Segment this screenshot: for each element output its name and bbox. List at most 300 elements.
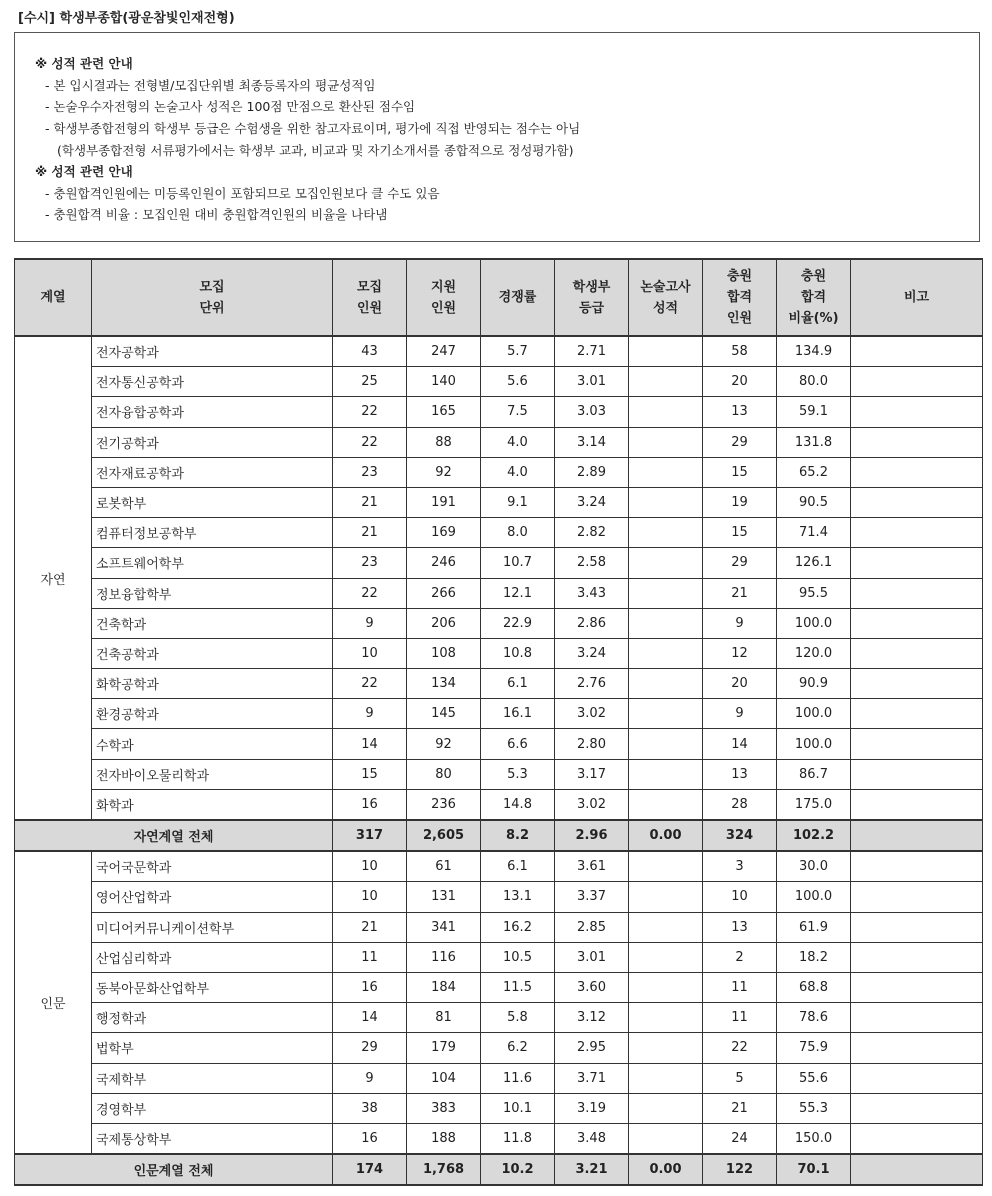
cell-remarks <box>851 1003 983 1033</box>
notice-heading-2: ※ 성적 관련 안내 <box>35 164 133 179</box>
notice-line: - 학생부종합전형의 학생부 등급은 수험생을 위한 참고자료이며, 평가에 직접 반영되는 점수는 아님 <box>45 121 581 136</box>
cell-remarks <box>851 578 983 608</box>
cell-quota: 25 <box>333 367 407 397</box>
cell-remarks <box>851 851 983 882</box>
cell-competition: 9.1 <box>481 487 555 517</box>
header-quota <box>333 259 407 336</box>
table-row <box>15 1063 983 1093</box>
header-label: 논술고사 <box>640 279 691 295</box>
cell-competition: 16.2 <box>481 912 555 942</box>
header-label: 충원 <box>800 269 827 284</box>
total-applicants: 1,768 <box>407 1154 481 1185</box>
cell-remarks <box>851 608 983 638</box>
cell-additional-admits: 11 <box>703 1003 777 1033</box>
cell-additional-admits: 19 <box>703 487 777 517</box>
cell-quota: 16 <box>333 972 407 1002</box>
cell-additional-ratio: 100.0 <box>777 882 851 912</box>
cell-applicants: 188 <box>407 1123 481 1154</box>
cell-competition: 6.1 <box>481 669 555 699</box>
cell-applicants: 247 <box>407 336 481 367</box>
notice-line: - 충원합격 비율 : 모집인원 대비 충원합격인원의 비율을 나타냄 <box>45 207 388 222</box>
cell-applicants: 92 <box>407 457 481 487</box>
cell-quota: 9 <box>333 699 407 729</box>
cell-remarks <box>851 942 983 972</box>
cell-gpa-grade: 2.89 <box>555 457 629 487</box>
cell-quota: 22 <box>333 427 407 457</box>
cell-applicants: 92 <box>407 729 481 759</box>
cell-applicants: 383 <box>407 1093 481 1123</box>
cell-essay-score <box>629 457 703 487</box>
cell-applicants: 184 <box>407 972 481 1002</box>
header-label: 경쟁률 <box>498 290 537 305</box>
notice-box <box>14 32 980 242</box>
cell-gpa-grade: 3.48 <box>555 1123 629 1154</box>
cell-additional-admits: 28 <box>703 789 777 820</box>
header-label: 합격 <box>726 290 753 305</box>
table-row <box>15 367 983 397</box>
table-row <box>15 638 983 668</box>
cell-quota: 23 <box>333 548 407 578</box>
cell-competition: 4.0 <box>481 457 555 487</box>
total-gpa-grade: 2.96 <box>555 820 629 851</box>
cell-quota: 29 <box>333 1033 407 1063</box>
cell-quota: 10 <box>333 638 407 668</box>
cell-competition: 5.8 <box>481 1003 555 1033</box>
cell-competition: 11.5 <box>481 972 555 1002</box>
table-row <box>15 972 983 1002</box>
cell-competition: 13.1 <box>481 882 555 912</box>
header-label: 인원 <box>726 311 753 326</box>
table-row <box>15 669 983 699</box>
cell-gpa-grade: 3.37 <box>555 882 629 912</box>
cell-applicants: 61 <box>407 851 481 882</box>
total-row <box>15 1154 983 1185</box>
cell-additional-admits: 9 <box>703 608 777 638</box>
total-remarks <box>851 1154 983 1185</box>
cell-quota: 10 <box>333 882 407 912</box>
table-row <box>15 882 983 912</box>
total-essay-score: 0.00 <box>629 820 703 851</box>
cell-remarks <box>851 518 983 548</box>
header-gpa-grade <box>555 259 629 336</box>
cell-competition: 4.0 <box>481 427 555 457</box>
header-competition <box>481 259 555 336</box>
cell-additional-admits: 58 <box>703 336 777 367</box>
cell-additional-admits: 20 <box>703 669 777 699</box>
cell-additional-admits: 21 <box>703 578 777 608</box>
cell-additional-admits: 15 <box>703 518 777 548</box>
cell-remarks <box>851 397 983 427</box>
cell-competition: 6.2 <box>481 1033 555 1063</box>
cell-applicants: 88 <box>407 427 481 457</box>
cell-additional-ratio: 80.0 <box>777 367 851 397</box>
header-additional-admits <box>703 259 777 336</box>
cell-additional-ratio: 55.6 <box>777 1063 851 1093</box>
table-row <box>15 548 983 578</box>
cell-applicants: 236 <box>407 789 481 820</box>
header-label: 모집 <box>199 279 225 295</box>
cell-gpa-grade: 3.12 <box>555 1003 629 1033</box>
unit-name: 화학공학과 <box>92 669 333 699</box>
total-competition: 8.2 <box>481 820 555 851</box>
cell-additional-ratio: 55.3 <box>777 1093 851 1123</box>
cell-quota: 21 <box>333 518 407 548</box>
cell-essay-score <box>629 942 703 972</box>
cell-essay-score <box>629 1033 703 1063</box>
cell-quota: 14 <box>333 1003 407 1033</box>
notice-heading-1: ※ 성적 관련 안내 <box>35 56 133 71</box>
cell-remarks <box>851 759 983 789</box>
table-row <box>15 578 983 608</box>
cell-quota: 23 <box>333 457 407 487</box>
total-remarks <box>851 820 983 851</box>
cell-applicants: 140 <box>407 367 481 397</box>
total-additional-admits: 122 <box>703 1154 777 1185</box>
cell-additional-admits: 13 <box>703 912 777 942</box>
cell-competition: 11.8 <box>481 1123 555 1154</box>
cell-additional-ratio: 95.5 <box>777 578 851 608</box>
cell-gpa-grade: 2.71 <box>555 336 629 367</box>
cell-applicants: 206 <box>407 608 481 638</box>
cell-competition: 12.1 <box>481 578 555 608</box>
cell-competition: 5.6 <box>481 367 555 397</box>
cell-quota: 16 <box>333 1123 407 1154</box>
cell-essay-score <box>629 729 703 759</box>
cell-remarks <box>851 669 983 699</box>
total-label: 인문계열 전체 <box>15 1154 333 1185</box>
cell-gpa-grade: 2.58 <box>555 548 629 578</box>
header-label: 계열 <box>40 290 66 305</box>
cell-additional-admits: 24 <box>703 1123 777 1154</box>
unit-name: 전자재료공학과 <box>92 457 333 487</box>
cell-remarks <box>851 789 983 820</box>
cell-additional-ratio: 120.0 <box>777 638 851 668</box>
cell-remarks <box>851 972 983 1002</box>
cell-competition: 5.7 <box>481 336 555 367</box>
cell-remarks <box>851 912 983 942</box>
cell-remarks <box>851 457 983 487</box>
cell-essay-score <box>629 972 703 1002</box>
cell-gpa-grade: 3.24 <box>555 487 629 517</box>
cell-applicants: 169 <box>407 518 481 548</box>
unit-name: 경영학부 <box>92 1093 333 1123</box>
cell-additional-admits: 29 <box>703 427 777 457</box>
cell-applicants: 165 <box>407 397 481 427</box>
unit-name: 수학과 <box>92 729 333 759</box>
header-unit <box>92 259 333 336</box>
cell-gpa-grade: 3.19 <box>555 1093 629 1123</box>
cell-additional-ratio: 100.0 <box>777 608 851 638</box>
unit-name: 전기공학과 <box>92 427 333 457</box>
cell-additional-ratio: 150.0 <box>777 1123 851 1154</box>
header-essay-score <box>629 259 703 336</box>
cell-gpa-grade: 3.01 <box>555 367 629 397</box>
cell-gpa-grade: 3.03 <box>555 397 629 427</box>
notice-line: - 논술우수자전형의 논술고사 성적은 100점 만점으로 환산된 점수임 <box>45 99 416 114</box>
unit-name: 전자융합공학과 <box>92 397 333 427</box>
unit-name: 전자통신공학과 <box>92 367 333 397</box>
table-row <box>15 457 983 487</box>
cell-remarks <box>851 1033 983 1063</box>
cell-quota: 14 <box>333 729 407 759</box>
table-row <box>15 487 983 517</box>
header-applicants <box>407 259 481 336</box>
cell-essay-score <box>629 367 703 397</box>
table-row <box>15 427 983 457</box>
cell-competition: 10.1 <box>481 1093 555 1123</box>
unit-name: 건축공학과 <box>92 638 333 668</box>
total-quota: 317 <box>333 820 407 851</box>
cell-quota: 9 <box>333 1063 407 1093</box>
cell-quota: 15 <box>333 759 407 789</box>
cell-additional-admits: 15 <box>703 457 777 487</box>
cell-remarks <box>851 1063 983 1093</box>
cell-remarks <box>851 729 983 759</box>
cell-additional-admits: 9 <box>703 699 777 729</box>
cell-additional-admits: 14 <box>703 729 777 759</box>
cell-additional-ratio: 78.6 <box>777 1003 851 1033</box>
total-additional-ratio: 70.1 <box>777 1154 851 1185</box>
table-row <box>15 1033 983 1063</box>
cell-additional-admits: 2 <box>703 942 777 972</box>
cell-additional-ratio: 175.0 <box>777 789 851 820</box>
cell-gpa-grade: 2.82 <box>555 518 629 548</box>
cell-quota: 38 <box>333 1093 407 1123</box>
header-label: 등급 <box>578 300 605 316</box>
table-row <box>15 1093 983 1123</box>
unit-name: 국어국문학과 <box>92 851 333 882</box>
cell-applicants: 145 <box>407 699 481 729</box>
table-row <box>15 759 983 789</box>
cell-additional-ratio: 86.7 <box>777 759 851 789</box>
header-label: 비고 <box>903 290 930 305</box>
cell-essay-score <box>629 1123 703 1154</box>
cell-gpa-grade: 3.02 <box>555 789 629 820</box>
cell-essay-score <box>629 397 703 427</box>
cell-quota: 22 <box>333 669 407 699</box>
unit-name: 미디어커뮤니케이션학부 <box>92 912 333 942</box>
total-quota: 174 <box>333 1154 407 1185</box>
cell-essay-score <box>629 699 703 729</box>
group-label: 인문 <box>15 851 92 1154</box>
table-row <box>15 942 983 972</box>
unit-name: 국제통상학부 <box>92 1123 333 1154</box>
cell-gpa-grade: 2.95 <box>555 1033 629 1063</box>
header-label: 모집 <box>356 279 383 295</box>
cell-competition: 14.8 <box>481 789 555 820</box>
cell-essay-score <box>629 1063 703 1093</box>
unit-name: 로봇학부 <box>92 487 333 517</box>
cell-additional-ratio: 59.1 <box>777 397 851 427</box>
cell-additional-ratio: 131.8 <box>777 427 851 457</box>
unit-name: 컴퓨터정보공학부 <box>92 518 333 548</box>
cell-additional-ratio: 100.0 <box>777 729 851 759</box>
cell-essay-score <box>629 912 703 942</box>
table-row <box>15 1123 983 1154</box>
cell-essay-score <box>629 548 703 578</box>
unit-name: 정보융합학부 <box>92 578 333 608</box>
total-label: 자연계열 전체 <box>15 820 333 851</box>
cell-quota: 22 <box>333 578 407 608</box>
cell-additional-admits: 13 <box>703 759 777 789</box>
cell-additional-ratio: 18.2 <box>777 942 851 972</box>
header-remarks <box>851 259 983 336</box>
cell-applicants: 266 <box>407 578 481 608</box>
cell-applicants: 108 <box>407 638 481 668</box>
cell-additional-ratio: 134.9 <box>777 336 851 367</box>
header-label: 단위 <box>199 300 225 316</box>
cell-essay-score <box>629 336 703 367</box>
cell-competition: 5.3 <box>481 759 555 789</box>
table-row <box>15 789 983 820</box>
unit-name: 전자바이오물리학과 <box>92 759 333 789</box>
header-label: 합격 <box>800 290 827 305</box>
total-row <box>15 820 983 851</box>
cell-remarks <box>851 1093 983 1123</box>
cell-essay-score <box>629 608 703 638</box>
notice-line: (학생부종합전형 서류평가에서는 학생부 교과, 비교과 및 자기소개서를 종합적으로 정성평가함) <box>57 143 574 158</box>
table-row <box>15 397 983 427</box>
results-table <box>14 258 983 1186</box>
cell-competition: 8.0 <box>481 518 555 548</box>
unit-name: 국제학부 <box>92 1063 333 1093</box>
cell-quota: 43 <box>333 336 407 367</box>
cell-additional-admits: 11 <box>703 972 777 1002</box>
cell-quota: 21 <box>333 487 407 517</box>
header-label: 충원 <box>726 269 753 284</box>
table-row <box>15 518 983 548</box>
cell-gpa-grade: 2.86 <box>555 608 629 638</box>
cell-essay-score <box>629 789 703 820</box>
cell-applicants: 80 <box>407 759 481 789</box>
cell-remarks <box>851 548 983 578</box>
table-row <box>15 699 983 729</box>
cell-quota: 16 <box>333 789 407 820</box>
cell-competition: 7.5 <box>481 397 555 427</box>
cell-additional-ratio: 68.8 <box>777 972 851 1002</box>
cell-quota: 11 <box>333 942 407 972</box>
cell-additional-ratio: 90.9 <box>777 669 851 699</box>
cell-remarks <box>851 638 983 668</box>
cell-remarks <box>851 1123 983 1154</box>
cell-gpa-grade: 2.85 <box>555 912 629 942</box>
cell-competition: 16.1 <box>481 699 555 729</box>
cell-remarks <box>851 367 983 397</box>
unit-name: 영어산업학과 <box>92 882 333 912</box>
unit-name: 행정학과 <box>92 1003 333 1033</box>
total-additional-admits: 324 <box>703 820 777 851</box>
total-additional-ratio: 102.2 <box>777 820 851 851</box>
cell-competition: 10.7 <box>481 548 555 578</box>
header-label: 성적 <box>652 300 679 316</box>
header-label: 비율(%) <box>788 311 839 326</box>
cell-competition: 6.6 <box>481 729 555 759</box>
cell-gpa-grade: 3.61 <box>555 851 629 882</box>
cell-quota: 21 <box>333 912 407 942</box>
cell-essay-score <box>629 1003 703 1033</box>
cell-quota: 9 <box>333 608 407 638</box>
cell-essay-score <box>629 518 703 548</box>
cell-additional-ratio: 126.1 <box>777 548 851 578</box>
cell-gpa-grade: 3.43 <box>555 578 629 608</box>
notice-line: - 본 입시결과는 전형별/모집단위별 최종등록자의 평균성적임 <box>45 78 376 93</box>
cell-applicants: 341 <box>407 912 481 942</box>
cell-applicants: 246 <box>407 548 481 578</box>
cell-gpa-grade: 2.80 <box>555 729 629 759</box>
cell-essay-score <box>629 1093 703 1123</box>
cell-additional-admits: 22 <box>703 1033 777 1063</box>
table-header-row <box>15 259 983 336</box>
total-competition: 10.2 <box>481 1154 555 1185</box>
unit-name: 건축학과 <box>92 608 333 638</box>
cell-essay-score <box>629 851 703 882</box>
cell-applicants: 179 <box>407 1033 481 1063</box>
cell-additional-admits: 20 <box>703 367 777 397</box>
cell-quota: 22 <box>333 397 407 427</box>
group-label: 자연 <box>15 336 92 820</box>
cell-competition: 11.6 <box>481 1063 555 1093</box>
cell-applicants: 131 <box>407 882 481 912</box>
cell-additional-admits: 12 <box>703 638 777 668</box>
cell-remarks <box>851 487 983 517</box>
cell-essay-score <box>629 487 703 517</box>
unit-name: 동북아문화산업학부 <box>92 972 333 1002</box>
cell-additional-ratio: 65.2 <box>777 457 851 487</box>
cell-additional-admits: 21 <box>703 1093 777 1123</box>
header-label: 인원 <box>430 300 457 316</box>
cell-gpa-grade: 3.01 <box>555 942 629 972</box>
total-applicants: 2,605 <box>407 820 481 851</box>
cell-gpa-grade: 3.02 <box>555 699 629 729</box>
total-essay-score: 0.00 <box>629 1154 703 1185</box>
cell-additional-ratio: 90.5 <box>777 487 851 517</box>
header-group <box>15 259 92 336</box>
notice-line: - 충원합격인원에는 미등록인원이 포함되므로 모집인원보다 클 수도 있음 <box>45 186 440 201</box>
cell-additional-ratio: 75.9 <box>777 1033 851 1063</box>
cell-essay-score <box>629 638 703 668</box>
unit-name: 법학부 <box>92 1033 333 1063</box>
table-row <box>15 608 983 638</box>
table-row <box>15 729 983 759</box>
cell-competition: 10.5 <box>481 942 555 972</box>
cell-gpa-grade: 3.14 <box>555 427 629 457</box>
cell-applicants: 191 <box>407 487 481 517</box>
cell-applicants: 134 <box>407 669 481 699</box>
cell-remarks <box>851 699 983 729</box>
cell-additional-admits: 5 <box>703 1063 777 1093</box>
unit-name: 화학과 <box>92 789 333 820</box>
cell-competition: 22.9 <box>481 608 555 638</box>
cell-applicants: 116 <box>407 942 481 972</box>
cell-gpa-grade: 3.60 <box>555 972 629 1002</box>
cell-essay-score <box>629 427 703 457</box>
cell-competition: 10.8 <box>481 638 555 668</box>
cell-remarks <box>851 336 983 367</box>
cell-essay-score <box>629 759 703 789</box>
cell-gpa-grade: 3.24 <box>555 638 629 668</box>
cell-additional-admits: 10 <box>703 882 777 912</box>
cell-quota: 10 <box>333 851 407 882</box>
header-label: 학생부 <box>572 279 611 295</box>
cell-applicants: 104 <box>407 1063 481 1093</box>
cell-gpa-grade: 3.17 <box>555 759 629 789</box>
unit-name: 산업심리학과 <box>92 942 333 972</box>
page-title: [수시] 학생부종합(광운참빛인재전형) <box>18 11 235 26</box>
table-row <box>15 851 983 882</box>
cell-additional-ratio: 61.9 <box>777 912 851 942</box>
table-row <box>15 912 983 942</box>
header-label: 인원 <box>356 300 383 316</box>
